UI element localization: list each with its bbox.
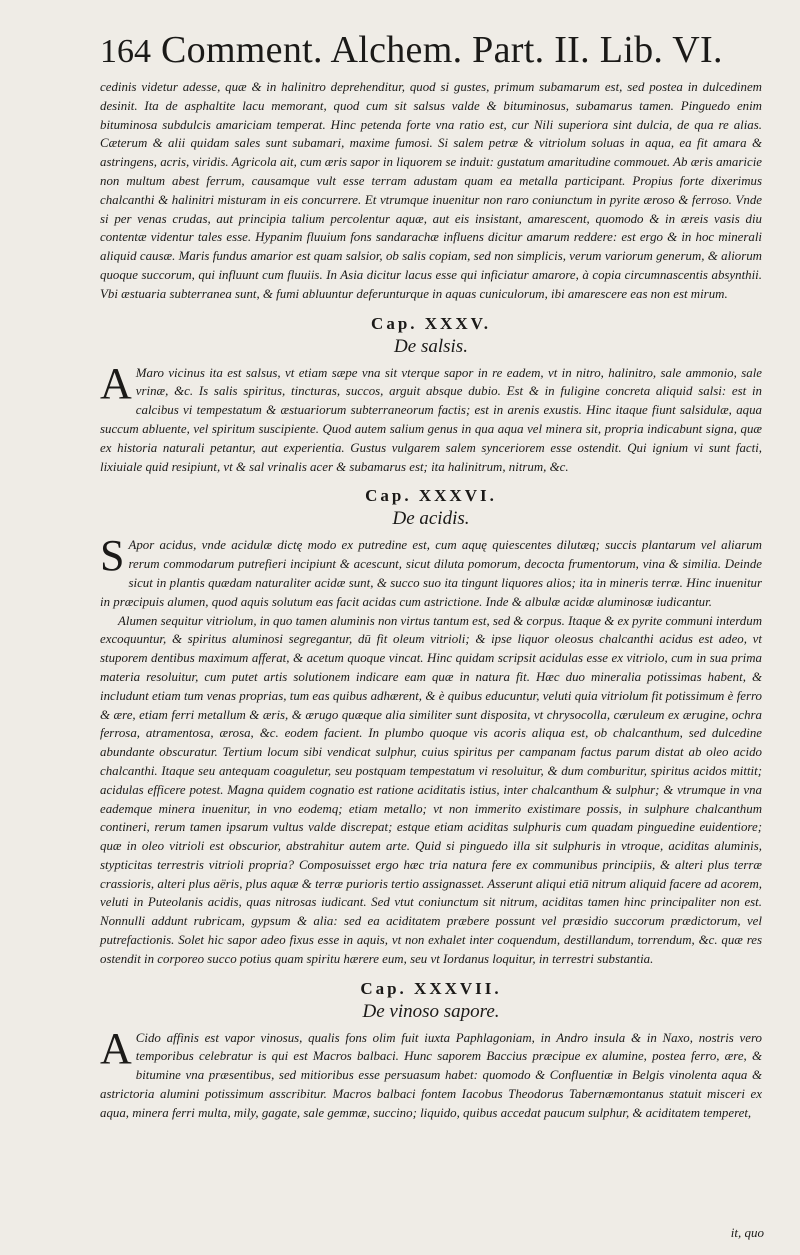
paragraph-text: Cido affinis est vapor vinosus, qualis fons olim fuit iuxta Paphlagoniam, in Andro insula & in Naxo, nostris vero temporibus celebratur is qui est Macros balbaci. Hunc saporem Baccius præcipue ex alumine, postea ferro, ære, & bitumine vna præsentibus, sed mitioribus esse persuasum habet: quomodo & Confluentiæ in Belgis vinolenta aqua & astrictoria alumini potissimum asscribitur. Macros balbaci fontem Iacobus Theodorus Tabernæmontanus statuit misceri ex aqua, minera ferri multa, mily, gagate, sale gemmæ, succino; liquido, quibus accedat paucum sulphur, & aciditatem temperet, (100, 1030, 762, 1120)
chapter-heading: Cap. XXXV. (371, 313, 491, 333)
paragraph-text: Apor acidus, vnde acidulæ dictę modo ex putredine est, cum aquę quiescentes dilutæq; succis plantarum vel aliarum rerum commodarum putrefieri incipiunt & acescunt, sicut diluta pomorum, decocta frumentorum, vina & similia. Deinde sicut in plantis quædam naturaliter acidæ sunt, & succo suo ita tingunt liquores alios; ita in mineris terræ. Hinc inuenitur in præcipuis alumen, quod aquis solutum eas facit acidas cum astrictione. Inde & albulæ acidæ aluminosæ iudicantur. (100, 538, 762, 609)
chapter-paragraph (100, 358, 762, 477)
page-header (100, 28, 762, 72)
drop-cap: A (100, 1023, 132, 1073)
chapter-heading: Cap. XXXVII. (360, 978, 502, 998)
drop-cap: S (100, 531, 125, 581)
chapter-paragraph (100, 1023, 762, 1123)
chapter-35 (100, 314, 762, 477)
chapter-paragraph (100, 531, 762, 611)
chapter-title: De vinoso sapore. (362, 1000, 500, 1022)
chapter-37 (100, 979, 762, 1123)
chapter-36 (100, 486, 762, 968)
catchword: it, quo (730, 1225, 764, 1240)
paragraph-text: Maro vicinus ita est salsus, vt etiam sæpe vna sit vterque sapor in re eadem, vt in nitro, halinitro, sale ammonio, sale vrinæ, &c. Is salis spiritus, tincturas, succos, arguit absque dubio. Est & in fuligine concreta aliquid salsi: est in calcibus vi tempestatum & æstuariorum subterraneorum factis; est in arenis exustis. Hinc itaque fiunt salsidulæ, aqua succum abluente, vel spiritum suscipiente. Quod autem salium genus in qua aqua vel minera sit, propria indicabunt signa, quæ ex historia naturali petantur, aut experientia. Gustus vulgarem salem synceriorem esse ostendit. Qui ignium vi sunt facti, lixiuiale quid resipiunt, vt & sal vrinalis acer & subamarus est; ita halinitrum, nitrum, &c. (100, 365, 762, 474)
chapter-title: De acidis. (392, 508, 470, 530)
chapter-paragraph: Alumen sequitur vitriolum, in quo tamen aluminis non virtus tantum est, sed & corpus. Itaque & ex pyrite communi interdum excoquuntur, & spiritus aluminosi segregantur, dū fit oleum vitrioli; & ipse liquor oleosus chalcanthi acidus est adeo, vt stuporem dentibus maximum afferat, & acetum quoque vincat. Hinc quidam scripsit acidulas esse ex vitriolo, cum in sua prima materia resoluitur, cum putet artis solutionem indicare eam quæ in natura fit. Hæc duo mineralia potissimas habent, & includunt etiam tum venas proprias, tum eas quibus adhærent, & è quibus educuntur, veluti quia vitriolum fit potissimum è ferro & ære, etiam ferri metallum & æris, & ærugo quæque alia similiter sunt disposita, vt chrysocolla, cæruleum ex ærugine, ochra ferrosa, atramentosa, ærosa, &c. eodem facient. In plumbo quoque vis acoris aliqua est, ob chalcanthum, sed dulcedine abundante obscuratur. Tertium locum sibi vendicat sulphur, cuius spiritus per campanam factus parum distat ab oleo acido chalcanthi. Itaque seu antequam coaguletur, seu postquam tempestatum vi resoluitur, & dum comburitur, spiritus acidos mittit; acidulas efficere potest. Magna quidem cognatio est ratione aciditatis istius, inter chalcanthum & sulphur; & vtrumque in vna eademque minera inuenitur, in vno eodemq; etiam metallo; vt non immerito existimare possis, in sulphure chalcanthum contineri, rerum tamen ipsarum vultus valde discrepat; estque etiam aciditas sulphuris cum quadam pinguedine euidentiore; quæ in oleo vitrioli est obscurior, abstrahitur autem arte. Quid si pinguedo illa sit sulphuris in vtroque, aciditas aluminis, stypticitas terrestris vitrioli propria? Composuisset ergo hæc tria natura fere ex communibus principiis, & alteri plus terræ crassioris, alteri plus aëris, plus aquæ & terræ purioris tertio assignasset. Asserunt aliqui etiā nitrum aliquid facere ad acorem, veluti in Puteolanis acidis, quas nitrosas iudicant. Sed vtut coniunctum sit nitrum, aciditas tamen hinc principaliter non est. Nonnulli addunt rubricam, gypsum & alia: sed ea aciditatem præbere possunt vel præsidio succorum prædictorum, vel putrefactionis. Solet hic sapor adeo fixus esse in aquis, vt non exhalet inter coquendum, destillandum, torrendum, &c. quæ res ostendit in corporeo succo potius quam spiritu hærere eum, seu vt Iordanus loquitur, in terrestri substantia. (100, 613, 762, 966)
drop-cap: A (100, 358, 132, 408)
intro-paragraph: cedinis videtur adesse, quæ & in halinitro deprehenditur, quod si gustes, primum subamarum est, sed postea in dulcedinem desinit. Ita de asphaltite lacu memorant, quod cum sit salsus valde & bituminosus, subamarus tamen. Pinguedo enim bituminosa subdulcis amariciam temperat. Hinc petenda forte vna ratio est, cur Nili superiora sint dulcia, de qua re alias. Cæterum & alii quidam sales sunt subamari, maxime fumosi. Si salem petræ & vitriolum soluas in aqua, ea fit amara & astringens, acris, viridis. Agricola ait, cum æris sapor in liquorem se induit: gustatum amaritudine commouet. Ab æris amaricie non multum abest ferrum, causamque vult esse terram adustam quam ea metalla participant. Propius forte dixerimus chalcanthi & halinitri misturam in eis concurrere. Et vtrumque inuenitur non raro coniunctum in pyrite ærosо & ferroso. Vnde si per venas crudas, aut principia talium percolentur aquæ, aut eis insistant, amarescent, quomodo & in æreis vasis diu contentæ videntur tales esse. Hypanim fluuium fons sandarachæ influens dicitur amarum reddere: est ergo & in hoc minerali aliquid causæ. Maris fundus amarior est quam salsior, ob salis copiam, sed non simplicis, verum variorum generum, & aliorum quoque succorum, qui influunt cum fluuiis. In Asia dicitur lacus esse qui inficiatur amarore, à copia circumnascentis absynthii. Vbi æstuaria subterranea sunt, & fumi abluuntur deferunturque in aquas cuniculorum, ibi amarescere eas non est mirum. (100, 80, 762, 301)
chapter-title: De salsis. (394, 335, 468, 357)
page-number: 164 (100, 33, 151, 70)
running-head: Comment. Alchem. Part. II. Lib. VI. (161, 29, 723, 71)
chapter-heading: Cap. XXXVI. (365, 486, 497, 506)
